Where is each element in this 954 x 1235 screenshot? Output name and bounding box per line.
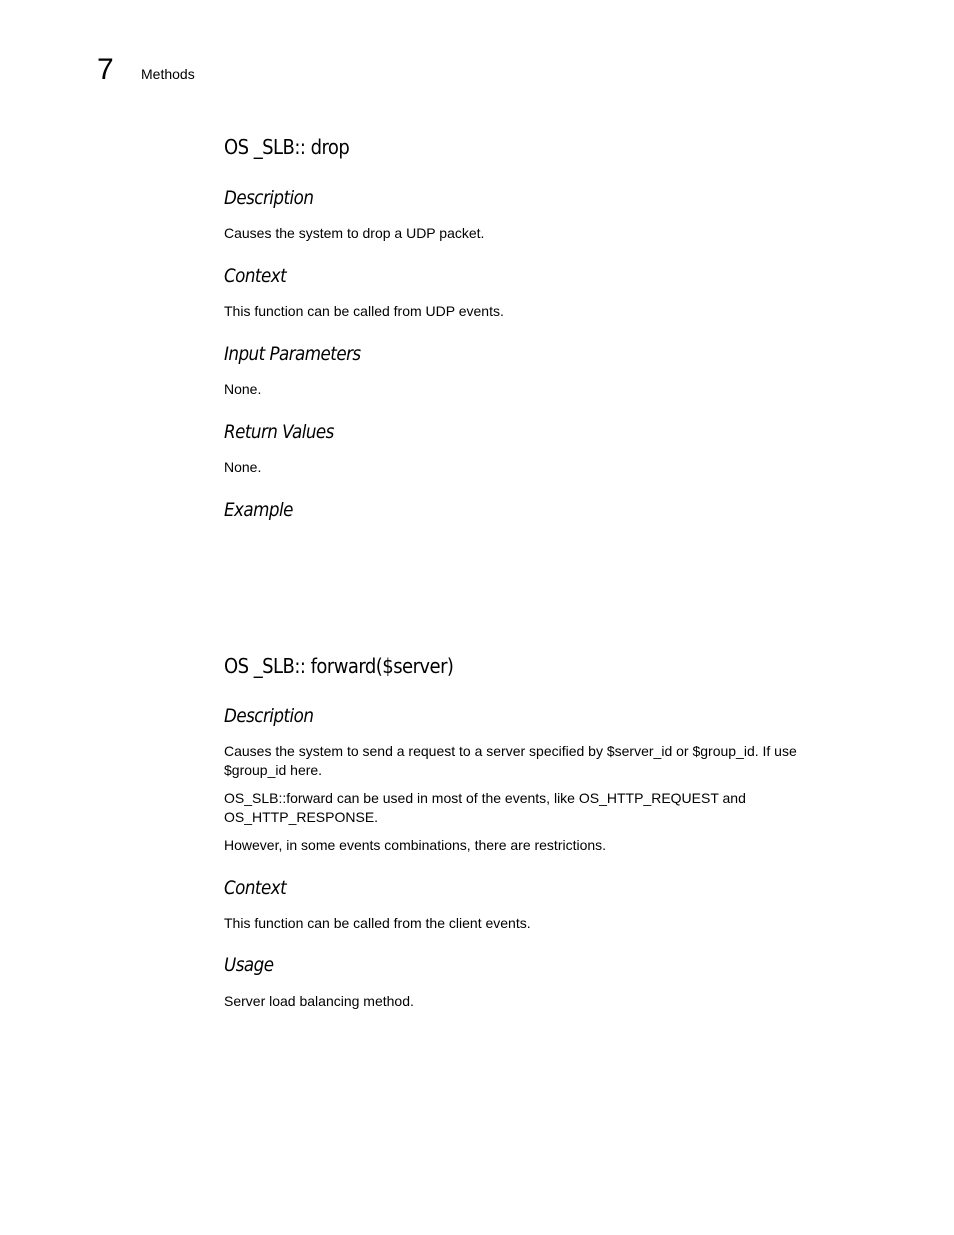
section-title: OS _SLB:: drop (224, 135, 350, 159)
description-paragraph-3: However, in some events combinations, there are restrictions. (224, 837, 607, 853)
section-title: OS _SLB:: forward($server) (224, 654, 454, 678)
usage-text: Server load balancing method. (224, 993, 414, 1009)
description-paragraph-2: OS_SLB::forward can be used in most of the events, like OS_HTTP_REQUEST and OS_HTTP_RESPONSE. (224, 790, 746, 825)
context-text: This function can be called from UDP events. (224, 303, 504, 319)
description-text: Causes the system to drop a UDP packet. (224, 225, 485, 241)
context-text: This function can be called from the client events. (224, 915, 531, 931)
return-values-text: None. (224, 459, 262, 475)
description-paragraph-1: Causes the system to send a request to a server specified by $server_id or $group_id. If use $group_id here. (224, 743, 797, 778)
description-heading: Description (224, 187, 314, 209)
chapter-title: Methods (141, 66, 195, 82)
example-heading: Example (224, 499, 293, 521)
return-values-heading: Return Values (224, 421, 334, 443)
context-heading: Context (224, 877, 287, 899)
description-heading: Description (224, 705, 314, 727)
input-parameters-heading: Input Parameters (224, 343, 361, 365)
context-heading: Context (224, 265, 287, 287)
chapter-number: 7 (97, 53, 114, 86)
usage-heading: Usage (224, 954, 274, 976)
input-parameters-text: None. (224, 381, 262, 397)
